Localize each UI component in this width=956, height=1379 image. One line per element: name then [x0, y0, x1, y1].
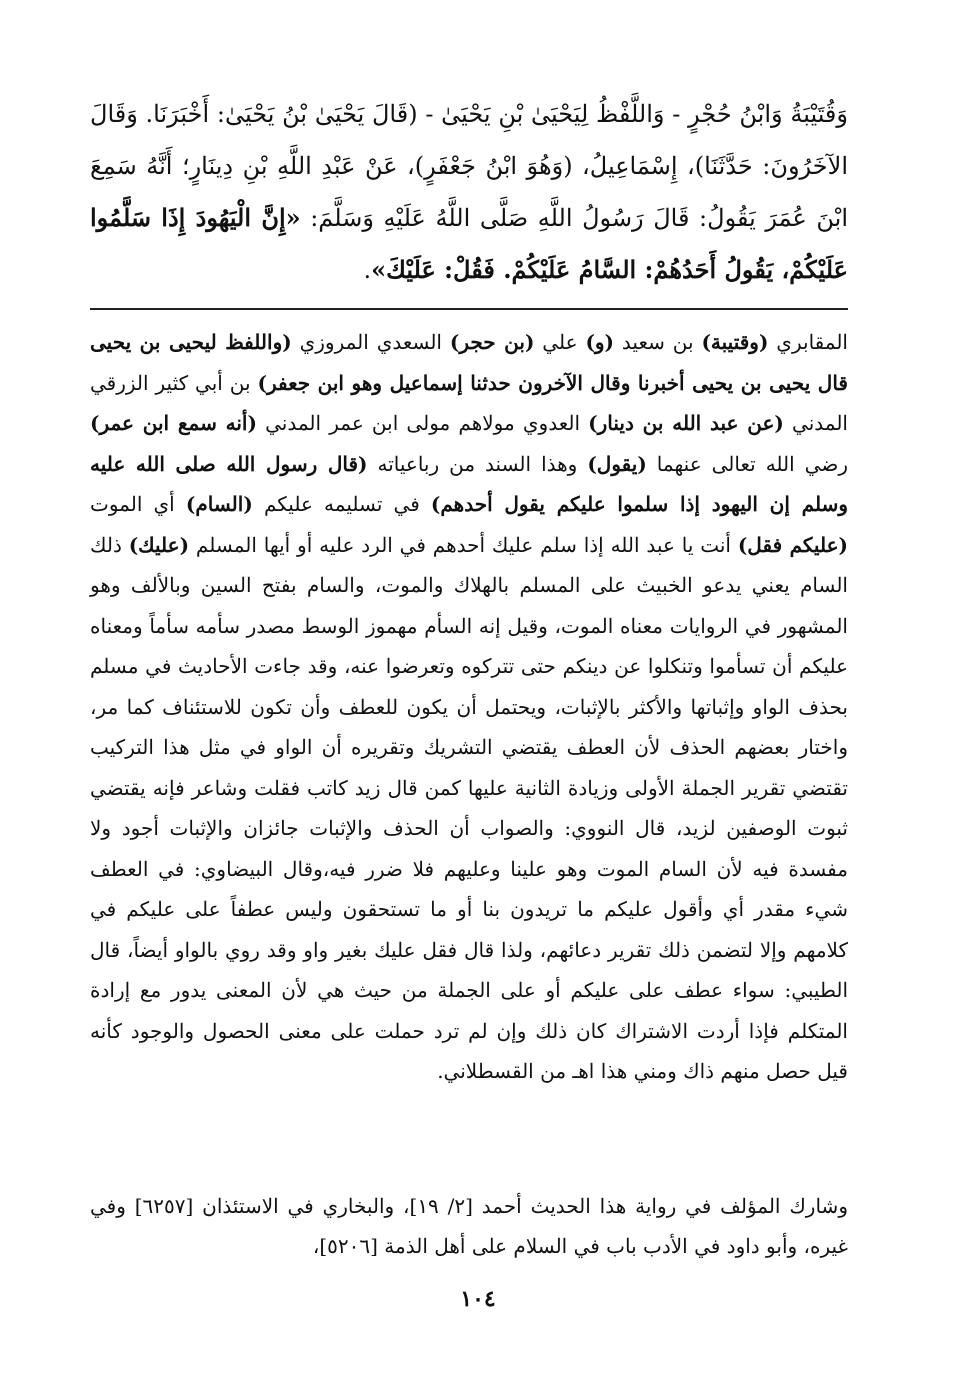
commentary-segment-bold: (عليك) [128, 532, 190, 557]
commentary-segment: العدوي مولاهم مولى ابن عمر المدني [256, 411, 589, 435]
hadith-text [90, 88, 848, 296]
commentary-segment-bold: (و) [585, 330, 615, 354]
hadith-matn: «إِنَّ الْيَهُودَ إِذَا سَلَّمُوا عَلَيْكُمْ، يَقُولُ أَحَدُهُمْ: السَّامُ عَلَيْكُمْ. فَقُلْ: عَلَيْكَ» [90, 203, 848, 284]
commentary-segment: في تسليمه عليكم [252, 492, 431, 516]
commentary-segment: أي الموت [90, 492, 186, 516]
commentary-segment-bold: (عليكم فقل) [737, 532, 848, 557]
footnote-divider [90, 308, 848, 310]
page-number: ١٠٤ [460, 1286, 496, 1312]
commentary-segment-bold: (السام) [185, 492, 253, 516]
commentary-segment: المقابري [768, 330, 848, 354]
commentary-segment: وهذا السند من رباعياته [367, 451, 588, 476]
commentary-segment: أنت يا عبد الله إذا سلم عليك أحدهم في الرد عليه أو أيها المسلم [189, 532, 738, 557]
reference-note: وشارك المؤلف في رواية هذا الحديث أحمد [٢/ ١٩]، والبخاري في الاستئذان [٦٢٥٧] وفي غيره، وأبو داود في الأدب باب في السلام على أهل الذمة [٥٢٠٦]، [90, 1194, 848, 1258]
commentary-text [90, 322, 848, 1092]
hadith-end: . [363, 256, 372, 284]
commentary-segment-bold: (واللفظ ليحيى بن يحيى قال يحيى بن يحيى أخبرنا وقال الآخرون حدثنا إسماعيل وهو ابن جعفر) [90, 330, 848, 395]
commentary-segment: رضي الله تعالى عنهما [646, 451, 848, 476]
commentary-segment-bold: (يقول) [587, 451, 647, 476]
commentary-segment: بن سعيد [614, 330, 702, 354]
commentary-segment-bold: (بن حجر) [449, 330, 535, 354]
commentary-segment: بن أبي كثير الزرقي المدني [90, 370, 848, 435]
commentary-segment-bold: (قال رسول الله صلى الله عليه وسلم إن اليهود إذا سلموا عليكم يقول أحدهم) [90, 451, 848, 516]
commentary-segment: علي [534, 330, 586, 354]
commentary-segment: السعدي المروزي [291, 330, 450, 354]
commentary-segment: ذلك السام يعني يدعو الخبيث على المسلم بالهلاك والموت، والسام بفتح السين وبالألف وهو المشهور في الروايات معناه الموت، وقيل إنه السأم مهموز الوسط مصدر سأمه سأماً ومعناه عليكم أن تسأموا وتنكلوا عن دينكم حتى تتركوه وتعرضوا عنه، وقد جاءت الأحاديث في مسلم بحذف الواو وإثباتها والأكثر بالإثبات، ويحتمل أن يكون للعطف وأن تكون للاستئناف كما مر، واختار بعضهم الحذف لأن العطف يقتضي التشريك وتقريره أن الواو في مثل هذا التركيب تقتضي تقرير الجملة الأولى وزيادة الثانية عليها كمن قال زيد كاتب فقلت وشاعر فإنه يقتضي ثبوت الوصفين لزيد، قال النووي: والصواب أن الحذف والإثبات جائزان والإثبات أجود ولا مفسدة فيه لأن السام الموت وهو علينا وعليهم فلا ضرر فيه،وقال البيضاوي: في العطف شيء مقدر أي وأقول عليكم ما تريدون بنا أو ما تستحقون وليس عطفاً على عليكم في كلامهم وإلا لتضمن ذلك تقرير دعائهم، ولذا قال فقل عليك بغير واو وقد روي بالواو أيضاً، قال الطيبي: سواء عطف على عليكم أو على الجملة من حيث هي لأن المعنى يدور مع إرادة المتكلم فإذا أردت الاشتراك كان ذلك وإن لم ترد حملت على معنى الحصول والوجود كأنه قيل حصل منهم ذاك ومني هذا اهـ من القسطلاني. [90, 532, 849, 1083]
commentary-segment-bold: (أنه سمع ابن عمر) [90, 411, 257, 435]
hadith-chain: وَقُتَيْبَةُ وَابْنُ حُجْرٍ - وَاللَّفْظُ لِيَحْيَىٰ بْنِ يَحْيَىٰ - (قَالَ يَحْيَىٰ بْنُ يَحْيَىٰ: أَخْبَرَنَا. وَقَالَ الآخَرُونَ: حَدَّثَنَا)، إِسْمَاعِيلُ، (وَهُوَ ابْنُ جَعْفَرٍ)، عَنْ عَبْدِ اللَّهِ بْنِ دِينَارٍ؛ أَنَّهُ سَمِعَ ابْنَ عُمَرَ يَقُولُ: قَالَ رَسُولُ اللَّهِ صَلَّى اللَّهُ عَلَيْهِ وَسَلَّمَ: [90, 100, 849, 232]
commentary-segment-bold: (عن عبد الله بن دينار) [588, 411, 784, 435]
commentary-segment-bold: (وقتيبة) [701, 330, 769, 354]
